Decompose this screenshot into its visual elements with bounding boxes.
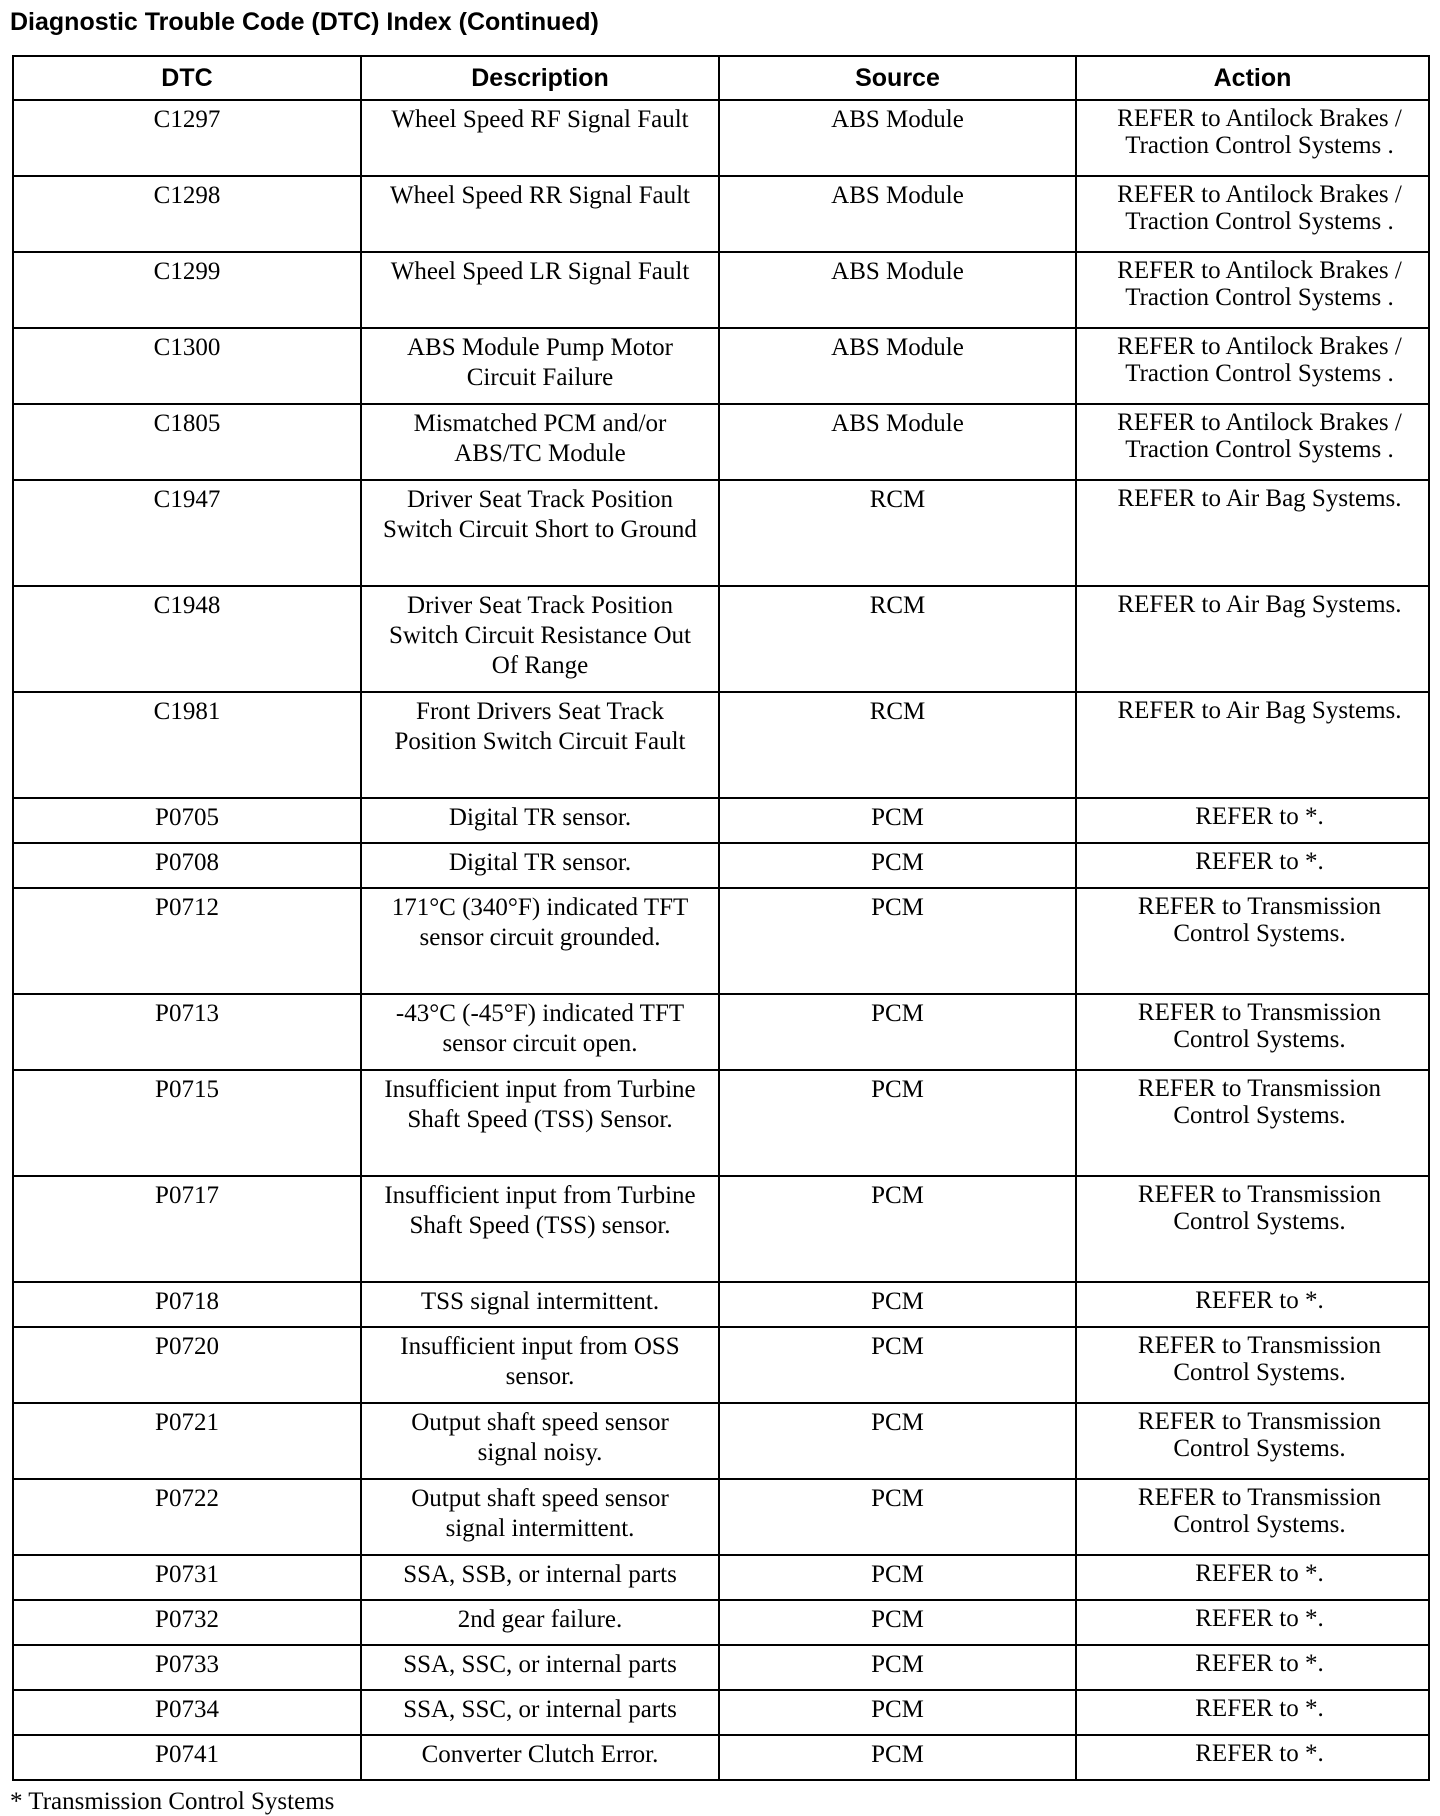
source-cell: PCM — [719, 1555, 1076, 1600]
source-cell: PCM — [719, 798, 1076, 843]
table-row — [13, 1600, 1429, 1645]
table-row — [13, 1690, 1429, 1735]
action-cell: REFER to *. — [1076, 1735, 1429, 1780]
description-cell: Insufficient input from Turbine Shaft Speed (TSS) Sensor. — [361, 1070, 719, 1176]
column-header-action: Action — [1076, 56, 1429, 100]
dtc-code-cell: C1981 — [13, 692, 361, 798]
description-cell: Wheel Speed RR Signal Fault — [361, 176, 719, 252]
description-cell: Mismatched PCM and/or ABS/TC Module — [361, 404, 719, 480]
source-cell: RCM — [719, 586, 1076, 692]
table-row — [13, 1282, 1429, 1327]
dtc-code-cell: P0732 — [13, 1600, 361, 1645]
action-cell: REFER to *. — [1076, 843, 1429, 888]
table-row — [13, 1479, 1429, 1555]
table-row — [13, 176, 1429, 252]
action-cell: REFER to *. — [1076, 1600, 1429, 1645]
action-cell: REFER to Transmission Control Systems. — [1076, 1327, 1429, 1403]
source-cell: PCM — [719, 1176, 1076, 1282]
action-cell: REFER to Transmission Control Systems. — [1076, 1479, 1429, 1555]
dtc-code-cell: C1300 — [13, 328, 361, 404]
source-cell: PCM — [719, 1735, 1076, 1780]
source-cell: ABS Module — [719, 328, 1076, 404]
table-row — [13, 843, 1429, 888]
dtc-code-cell: C1805 — [13, 404, 361, 480]
table-row — [13, 1645, 1429, 1690]
table-body — [13, 100, 1429, 1780]
description-cell: TSS signal intermittent. — [361, 1282, 719, 1327]
description-cell: Wheel Speed RF Signal Fault — [361, 100, 719, 176]
column-header-description: Description — [361, 56, 719, 100]
table-row — [13, 328, 1429, 404]
description-cell: Wheel Speed LR Signal Fault — [361, 252, 719, 328]
source-cell: ABS Module — [719, 176, 1076, 252]
table-row — [13, 1555, 1429, 1600]
header-row — [13, 56, 1429, 100]
description-cell: Driver Seat Track Position Switch Circuit Short to Ground — [361, 480, 719, 586]
source-cell: PCM — [719, 1070, 1076, 1176]
column-header-source: Source — [719, 56, 1076, 100]
table-row — [13, 1070, 1429, 1176]
dtc-code-cell: P0708 — [13, 843, 361, 888]
description-cell: ABS Module Pump Motor Circuit Failure — [361, 328, 719, 404]
source-cell: RCM — [719, 480, 1076, 586]
dtc-code-cell: P0717 — [13, 1176, 361, 1282]
dtc-code-cell: P0712 — [13, 888, 361, 994]
dtc-code-cell: P0733 — [13, 1645, 361, 1690]
table-row — [13, 1403, 1429, 1479]
description-cell: 2nd gear failure. — [361, 1600, 719, 1645]
description-cell: -43°C (-45°F) indicated TFT sensor circuit open. — [361, 994, 719, 1070]
action-cell: REFER to *. — [1076, 1690, 1429, 1735]
source-cell: RCM — [719, 692, 1076, 798]
action-cell: REFER to Antilock Brakes / Traction Control Systems . — [1076, 100, 1429, 176]
description-cell: Digital TR sensor. — [361, 843, 719, 888]
description-cell: Output shaft speed sensor signal noisy. — [361, 1403, 719, 1479]
description-cell: SSA, SSB, or internal parts — [361, 1555, 719, 1600]
table-row — [13, 798, 1429, 843]
action-cell: REFER to Antilock Brakes / Traction Control Systems . — [1076, 252, 1429, 328]
action-cell: REFER to Transmission Control Systems. — [1076, 1176, 1429, 1282]
action-cell: REFER to *. — [1076, 798, 1429, 843]
table-row — [13, 1327, 1429, 1403]
page-title: Diagnostic Trouble Code (DTC) Index (Continued) — [10, 8, 599, 36]
source-cell: ABS Module — [719, 100, 1076, 176]
table-row — [13, 252, 1429, 328]
dtc-code-cell: C1947 — [13, 480, 361, 586]
source-cell: PCM — [719, 1645, 1076, 1690]
source-cell: ABS Module — [719, 404, 1076, 480]
action-cell: REFER to *. — [1076, 1555, 1429, 1600]
footnote: * Transmission Control Systems — [10, 1788, 335, 1815]
action-cell: REFER to Antilock Brakes / Traction Control Systems . — [1076, 176, 1429, 252]
dtc-code-cell: P0741 — [13, 1735, 361, 1780]
table-row — [13, 692, 1429, 798]
dtc-code-cell: P0713 — [13, 994, 361, 1070]
source-cell: PCM — [719, 1479, 1076, 1555]
table-row — [13, 404, 1429, 480]
source-cell: ABS Module — [719, 252, 1076, 328]
source-cell: PCM — [719, 1403, 1076, 1479]
dtc-code-cell: P0734 — [13, 1690, 361, 1735]
column-header-dtc: DTC — [13, 56, 361, 100]
description-cell: Insufficient input from OSS sensor. — [361, 1327, 719, 1403]
dtc-code-cell: P0720 — [13, 1327, 361, 1403]
table-row — [13, 888, 1429, 994]
table-row — [13, 586, 1429, 692]
action-cell: REFER to Transmission Control Systems. — [1076, 1070, 1429, 1176]
action-cell: REFER to *. — [1076, 1645, 1429, 1690]
dtc-code-cell: C1297 — [13, 100, 361, 176]
source-cell: PCM — [719, 1690, 1076, 1735]
description-cell: Converter Clutch Error. — [361, 1735, 719, 1780]
description-cell: Insufficient input from Turbine Shaft Speed (TSS) sensor. — [361, 1176, 719, 1282]
table-row — [13, 1176, 1429, 1282]
description-cell: 171°C (340°F) indicated TFT sensor circuit grounded. — [361, 888, 719, 994]
action-cell: REFER to Air Bag Systems. — [1076, 692, 1429, 798]
dtc-code-cell: C1298 — [13, 176, 361, 252]
action-cell: REFER to Transmission Control Systems. — [1076, 994, 1429, 1070]
table-row — [13, 480, 1429, 586]
description-cell: SSA, SSC, or internal parts — [361, 1690, 719, 1735]
source-cell: PCM — [719, 994, 1076, 1070]
description-cell: Output shaft speed sensor signal intermittent. — [361, 1479, 719, 1555]
dtc-code-cell: P0718 — [13, 1282, 361, 1327]
description-cell: Driver Seat Track Position Switch Circuit Resistance Out Of Range — [361, 586, 719, 692]
table-row — [13, 994, 1429, 1070]
table-row — [13, 1735, 1429, 1780]
dtc-code-cell: C1299 — [13, 252, 361, 328]
dtc-code-cell: P0731 — [13, 1555, 361, 1600]
dtc-code-cell: P0715 — [13, 1070, 361, 1176]
table-row — [13, 100, 1429, 176]
source-cell: PCM — [719, 1327, 1076, 1403]
action-cell: REFER to *. — [1076, 1282, 1429, 1327]
description-cell: SSA, SSC, or internal parts — [361, 1645, 719, 1690]
source-cell: PCM — [719, 843, 1076, 888]
dtc-code-cell: C1948 — [13, 586, 361, 692]
action-cell: REFER to Transmission Control Systems. — [1076, 1403, 1429, 1479]
action-cell: REFER to Transmission Control Systems. — [1076, 888, 1429, 994]
source-cell: PCM — [719, 1282, 1076, 1327]
dtc-index-table — [12, 55, 1430, 1781]
dtc-code-cell: P0721 — [13, 1403, 361, 1479]
dtc-code-cell: P0722 — [13, 1479, 361, 1555]
table-header — [13, 56, 1429, 100]
dtc-code-cell: P0705 — [13, 798, 361, 843]
source-cell: PCM — [719, 1600, 1076, 1645]
action-cell: REFER to Antilock Brakes / Traction Control Systems . — [1076, 328, 1429, 404]
action-cell: REFER to Antilock Brakes / Traction Control Systems . — [1076, 404, 1429, 480]
source-cell: PCM — [719, 888, 1076, 994]
action-cell: REFER to Air Bag Systems. — [1076, 480, 1429, 586]
description-cell: Digital TR sensor. — [361, 798, 719, 843]
action-cell: REFER to Air Bag Systems. — [1076, 586, 1429, 692]
description-cell: Front Drivers Seat Track Position Switch Circuit Fault — [361, 692, 719, 798]
